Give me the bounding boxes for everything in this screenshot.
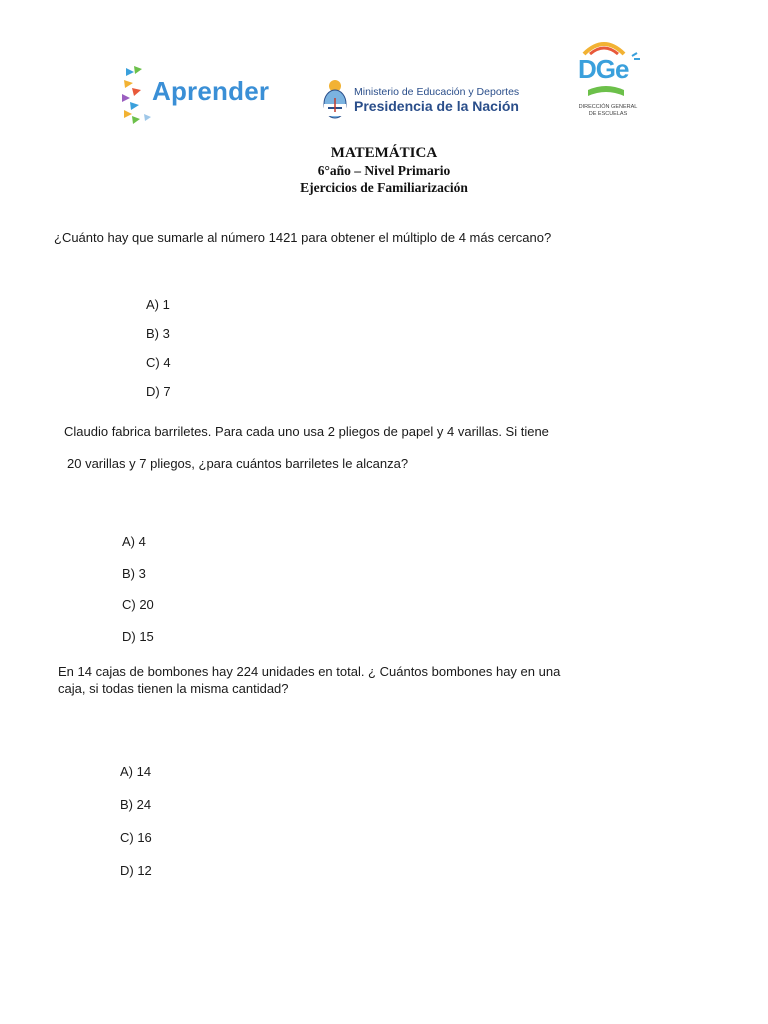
- aprender-logo: [116, 62, 286, 128]
- question-1-option-a[interactable]: A) 1: [146, 297, 170, 312]
- aprender-butterflies-icon: [116, 62, 156, 128]
- ministerio-line2: Presidencia de la Nación: [354, 98, 519, 114]
- dge-logo: [570, 38, 650, 122]
- question-1-text: ¿Cuánto hay que sumarle al número 1421 para obtener el múltiplo de 4 más cercano?: [54, 230, 552, 245]
- aprender-logo-text: Aprender: [152, 76, 270, 106]
- dge-logo-subtitle-1: DIRECCIÓN GENERAL: [578, 104, 638, 110]
- question-2-text-line-2: 20 varillas y 7 pliegos, ¿para cuántos barriletes le alcanza?: [67, 456, 409, 471]
- question-1-option-d[interactable]: D) 7: [146, 384, 171, 399]
- question-1-option-c[interactable]: C) 4: [146, 355, 171, 370]
- dge-logo-subtitle-2: DE ESCUELAS: [588, 111, 628, 117]
- document-grade: 6°año – Nivel Primario: [317, 163, 451, 178]
- question-1-option-b[interactable]: B) 3: [146, 326, 170, 341]
- question-3-option-d[interactable]: D) 12: [120, 863, 152, 878]
- question-2-option-b[interactable]: B) 3: [122, 566, 146, 581]
- dge-logo-text: DGe: [578, 54, 629, 84]
- question-2-option-a[interactable]: A) 4: [122, 534, 146, 549]
- question-3-option-b[interactable]: B) 24: [120, 797, 152, 812]
- document-title: MATEMÁTICA: [330, 145, 438, 161]
- document-subtitle: Ejercicios de Familiarización: [300, 180, 468, 195]
- ministerio-line1: Ministerio de Educación y Deportes: [354, 86, 520, 98]
- question-3-option-a[interactable]: A) 14: [120, 764, 152, 779]
- ministerio-logo: [320, 76, 520, 126]
- question-3-text-line-1: En 14 cajas de bombones hay 224 unidades en total. ¿ Cuántos bombones hay en una: [58, 664, 561, 679]
- question-2-option-d[interactable]: D) 15: [122, 629, 154, 644]
- question-3-option-c[interactable]: C) 16: [120, 830, 152, 845]
- question-2-text-line-1: Claudio fabrica barriletes. Para cada uno usa 2 pliegos de papel y 4 varillas. Si tiene: [64, 424, 549, 439]
- question-3-text-line-2: caja, si todas tienen la misma cantidad?: [58, 681, 289, 696]
- national-shield-icon: [320, 76, 350, 124]
- question-2-option-c[interactable]: C) 20: [122, 597, 154, 612]
